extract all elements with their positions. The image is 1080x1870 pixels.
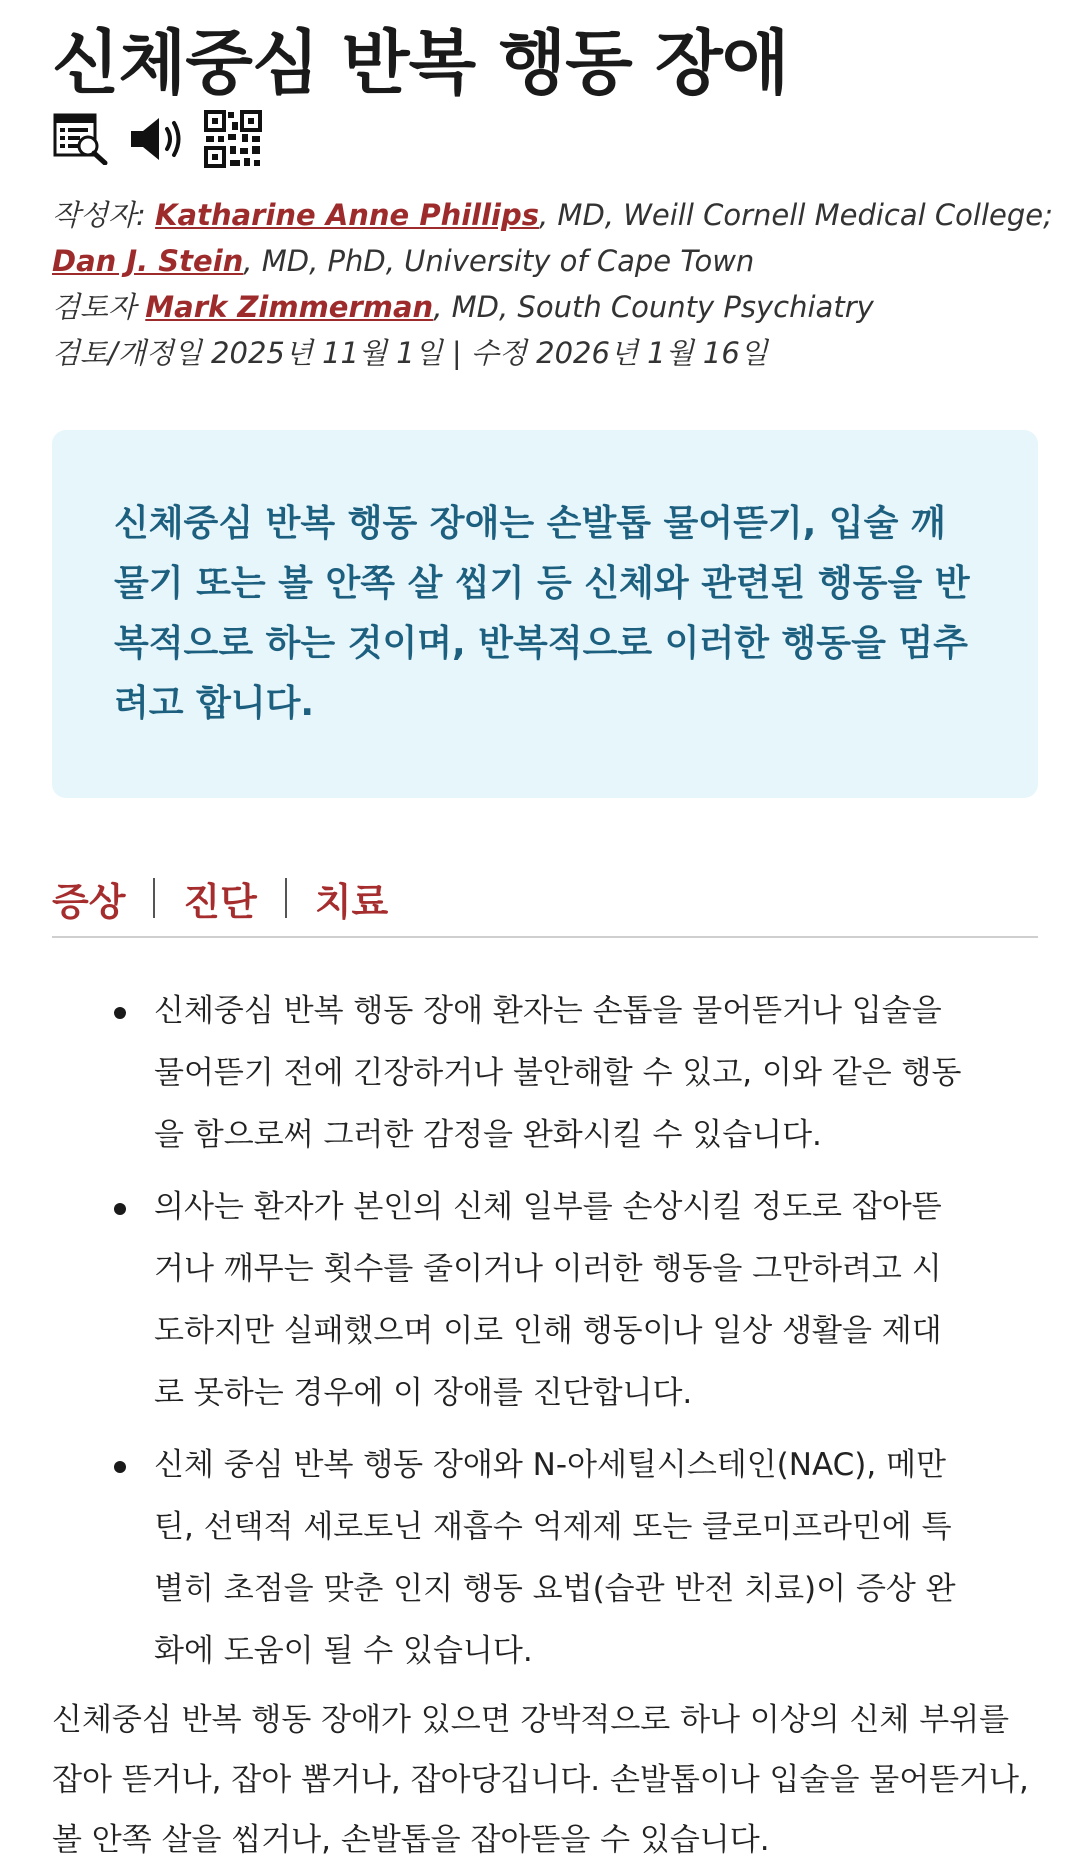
byline bbox=[52, 192, 1053, 376]
review-dates: 검토/개정일 2025년 11월 1일 | 수정 2026년 1월 16일 bbox=[52, 336, 768, 370]
bullet-icon bbox=[114, 1007, 126, 1019]
reviewer-link-zimmerman[interactable]: Mark Zimmerman bbox=[145, 290, 434, 324]
summary-box bbox=[52, 430, 1038, 798]
speaker-icon[interactable] bbox=[126, 108, 188, 170]
author-affiliation: , MD, Weill Cornell Medical College; bbox=[539, 198, 1053, 232]
tab-treatment[interactable]: 치료 bbox=[314, 879, 389, 924]
reviewer-label: 검토자 bbox=[52, 290, 137, 324]
list-item-text: 의사는 환자가 본인의 신체 일부를 손상시킬 정도로 잡아뜯거나 깨무는 횟수를 줄이거나 이러한 행동을 그만하려고 시도하지만 실패했으며 이로 인해 행동이나 일상 생활을 제대로 못하는 경우에 이 장애를 진단합니다. bbox=[154, 1189, 942, 1411]
bullet-icon bbox=[114, 1461, 126, 1473]
section-tabs bbox=[52, 858, 1038, 938]
reviewer-row bbox=[52, 284, 1042, 330]
author-link-stein[interactable]: Dan J. Stein bbox=[52, 244, 244, 278]
body-paragraph: 신체중심 반복 행동 장애가 있으면 강박적으로 하나 이상의 신체 부위를 잡아 뜯거나, 잡아 뽑거나, 잡아당깁니다. 손발톱이나 입술을 물어뜯거나, 볼 안쪽 살을 씹거나, 손발톱을 잡아뜯을 수 있습니다. bbox=[52, 1702, 1029, 1858]
tab-symptoms[interactable]: 증상 bbox=[52, 879, 126, 924]
tab-separator bbox=[285, 878, 287, 918]
page-title: 신체중심 반복 행동 장애 bbox=[52, 22, 789, 104]
tab-separator bbox=[153, 878, 155, 918]
bullet-icon bbox=[114, 1203, 126, 1215]
authors-label: 작성자: bbox=[52, 198, 146, 232]
list-item bbox=[110, 1176, 970, 1424]
list-item-text: 신체 중심 반복 행동 장애와 N-아세틸시스테인(NAC), 메만틴, 선택적 세로토닌 재흡수 억제제 또는 클로미프라민에 특별히 초점을 맞춘 인지 행동 요법(습관 반전 치료)이 증상 완화에 도움이 될 수 있습니다. bbox=[154, 1447, 956, 1669]
toolbar bbox=[50, 108, 264, 170]
summary-text: 신체중심 반복 행동 장애는 손발톱 물어뜯기, 입술 깨물기 또는 볼 안쪽 살 씹기 등 신체와 관련된 행동을 반복적으로 하는 것이며, 반복적으로 이러한 행동을 멈추려고 합니다. bbox=[114, 503, 970, 724]
qr-code-icon[interactable] bbox=[202, 108, 264, 170]
authors-row-2 bbox=[52, 238, 1042, 284]
author-affiliation: , MD, PhD, University of Cape Town bbox=[243, 244, 755, 278]
key-points-list bbox=[110, 980, 970, 1692]
list-item bbox=[110, 1434, 970, 1682]
tab-diagnosis[interactable]: 진단 bbox=[183, 879, 257, 924]
list-item-text: 신체중심 반복 행동 장애 환자는 손톱을 물어뜯거나 입술을 물어뜯기 전에 긴장하거나 불안해할 수 있고, 이와 같은 행동을 함으로써 그러한 감정을 완화시킬 수 있습니다. bbox=[154, 993, 962, 1153]
reviewer-affiliation: , MD, South County Psychiatry bbox=[433, 290, 874, 324]
topic-resources-icon[interactable] bbox=[50, 108, 112, 170]
tabs-divider bbox=[52, 936, 1038, 938]
list-item bbox=[110, 980, 970, 1166]
author-link-phillips[interactable]: Katharine Anne Phillips bbox=[155, 198, 539, 232]
authors-row bbox=[52, 192, 1053, 238]
